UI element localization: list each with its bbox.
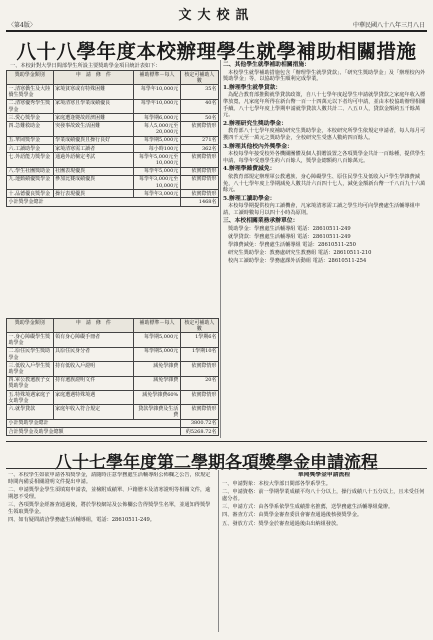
paragraph: 一、本校學生如欲申請各項獎學金，請隨時注意學務處生活輔導組公佈欄之公告，依規定時間內備妥相關證明文件提出申請。 <box>8 472 211 485</box>
table-cell: 突發事故致生活困難 <box>53 122 134 136</box>
column-divider <box>220 60 221 438</box>
table-cell: 家境貧寒或有特殊困難 <box>53 85 134 99</box>
table-cell: 操行表現優異 <box>53 190 134 198</box>
table-cell: 社團表現優異 <box>53 167 134 175</box>
table-cell: 通過外語檢定考試 <box>53 153 134 167</box>
table-cell: 依實際情形 <box>180 167 218 175</box>
section-intro: 本校學生就學補助措施包含「辦理學生就學貸款」、「研究生獎助學金」及「辦理校內外獎助學金」等，以協助學生順利完成學業。 <box>223 69 426 83</box>
table-row <box>7 347 219 361</box>
table-cell: 依實際情形 <box>180 362 218 376</box>
table-cell: 四.軍公教遺族子女獎助學金 <box>7 376 54 390</box>
second-headline: 八十七學年度第二學期各項獎學金申請流程 <box>55 453 378 473</box>
table-row <box>7 333 219 347</box>
bottom-right-title: 華岡獎學金申請流程 <box>297 472 351 478</box>
table-cell: 二.原住民學生獎助學金 <box>7 347 54 361</box>
table-cell: 持有遺族證明文件 <box>53 376 134 390</box>
table-cell: 七.外語能力獎學金 <box>7 153 54 167</box>
table1-header: 核定可補助人數 <box>180 71 218 85</box>
table-cell: 1學期6名 <box>180 333 218 347</box>
table-cell: 依實際情形 <box>180 190 218 198</box>
table-cell: 每學年5,000元至10,000元 <box>134 153 181 167</box>
contact-line: 就學貸款：學務處生活輔導組 電話：28610511-249 <box>228 234 351 241</box>
contact-line: 學雜費減免：學務處生活輔導組 電話：28610511-250 <box>228 242 356 249</box>
table-cell: 貸款學雜費及生活費 <box>134 405 181 419</box>
masthead <box>6 4 427 34</box>
table-cell: 依實際情形 <box>180 175 218 189</box>
table-cell: 每學期5,000元 <box>134 347 181 361</box>
table-cell: 領有身心障礙手冊者 <box>53 333 134 347</box>
table-1 <box>6 70 219 207</box>
contacts-list <box>223 226 428 265</box>
table-cell: 家庭年收入符合規定 <box>53 405 134 419</box>
paragraph: 四、如有疑問請洽學務處生活輔導組，電話：28610511-249。 <box>8 517 155 524</box>
subsection-text: 教育部八十七學年度補助研究生獎助學金，本校研究所學生依規定申請者，每人每月可獲四千元至一萬元之獎助學金，全校研究生受惠人數約四百餘人。 <box>223 128 426 141</box>
table-cell: 六.就學貸款 <box>7 405 54 419</box>
table-row <box>7 167 219 175</box>
section-rule <box>6 468 427 469</box>
table2-total-value: 約5268.72名 <box>180 428 218 436</box>
table-cell: 六.工讀助學金 <box>7 145 54 153</box>
table2-total-label: 合計獎學金及助學金總額 <box>7 428 181 436</box>
table-cell: 五.華岡獎學金 <box>7 136 54 144</box>
subsection-text: 本校每學期提供校內工讀機會，凡家境清寒需工讀之學生均可向學務處生活輔導組申請，工讀時數每月以四十小時為原則。 <box>223 203 420 216</box>
table-cell: 五.特殊境遇家庭子女助學金 <box>7 391 54 405</box>
table-cell: 每學年5,000元 <box>134 167 181 175</box>
table-cell: 1學期10名 <box>180 347 218 361</box>
contact-line: 獎助學金：學務處生活輔導組 電話：28610511-249 <box>228 226 351 233</box>
table-cell: 減免學雜費 <box>134 376 181 390</box>
table-row <box>7 114 219 122</box>
table1-subtotal-value: 1468名 <box>180 198 218 206</box>
section-title: 二、其他學生就學補助相關措施： <box>223 62 310 68</box>
table-cell: 362名 <box>180 145 218 153</box>
table-row <box>7 190 219 198</box>
table-row <box>7 85 219 99</box>
bottom-right-items <box>222 481 426 528</box>
table-row <box>7 145 219 153</box>
bottom-right-article <box>222 472 426 632</box>
table-row <box>7 376 219 390</box>
masthead-title: 文大校訊 <box>178 8 255 23</box>
subsection-title: 2.辦理研究生獎助學金： <box>223 120 288 127</box>
table-cell: 減免學雜費60% <box>134 391 181 405</box>
lead-text: 一、本校針對大學日間部學生所設主要獎助學金項目統計表如下： <box>10 63 161 69</box>
section-rule <box>6 441 427 442</box>
table-row <box>7 362 219 376</box>
subsection-text: 依教育部規定辦理軍公教遺族、身心障礙學生、原住民學生及低收入戶學生學雜費減免，八十七學年度上學期減免人數共計六百四十七人，減免金額新台幣一千八百九十六萬餘元。 <box>223 173 426 194</box>
table-cell: 每學年3,000元至10,000元 <box>134 175 181 189</box>
table-cell: 每學期6,000元 <box>134 114 181 122</box>
contacts-title: 三、本校相關業務承辦單位： <box>223 218 299 225</box>
bottom-left-article <box>8 472 214 632</box>
table-cell: 每學年10,000元 <box>134 85 181 99</box>
table-cell: 一.清寒僑生及大陸僑生獎學金 <box>7 85 54 99</box>
contact-line: 研究生獎助學金：教務處研究生教務組 電話：28610511-210 <box>228 250 372 257</box>
table-cell: 每學年3,000元 <box>134 190 181 198</box>
paragraph: 三、各項獎學金經審查通過後，將於學校網站及公佈欄公告得獎學生名單，並通知得獎學生領取獎學金。 <box>8 502 211 515</box>
paragraph: 二、申請獎學金學生須填寫申請表，並檢附成績單、戶籍謄本及清寒證明等相關文件，逾期恕不受理。 <box>8 487 211 500</box>
table-row <box>7 136 219 144</box>
table1-subtotal-label: 小計獎學金總計 <box>7 198 181 206</box>
table-cell: 十.品德優良獎學金 <box>7 190 54 198</box>
table-cell: 具原住民身分者 <box>53 347 134 361</box>
table2-header: 獎助學金類別 <box>7 319 54 333</box>
table-cell: 減免學雜費 <box>134 362 181 376</box>
table-row <box>7 122 219 136</box>
table-cell: 家庭遭遇特殊境遇 <box>53 391 134 405</box>
table-row <box>7 391 219 405</box>
procedure-item: 五、發放方式：獎學金於審查通過後由出納組發放。 <box>222 520 342 527</box>
procedure-item: 三、申請方式：由各學系依學生成績排名推薦，送學務處生活輔導組彙辦。 <box>222 504 394 511</box>
table-2 <box>6 318 219 436</box>
table-cell: 50名 <box>180 114 218 122</box>
subsection-title: 5.辦理工讀助學金： <box>223 195 276 202</box>
table-cell: 40名 <box>180 99 218 113</box>
table-cell: 一.身心障礙學生獎助學金 <box>7 333 54 347</box>
table-cell: 八.學生社團獎助金 <box>7 167 54 175</box>
table-cell: 學業成績優異且操行良好 <box>53 136 134 144</box>
table2-header: 補助標準－每人 <box>134 319 181 333</box>
table-row <box>7 405 219 419</box>
table-cell: 20名 <box>180 376 218 390</box>
subsection-title: 4.辦理學雜費減免： <box>223 166 276 173</box>
table-cell: 每小時100元 <box>134 145 181 153</box>
table-cell: 每學年10,000元 <box>134 99 181 113</box>
column-divider <box>218 470 219 632</box>
table-cell: 九.運動績優獎學金 <box>7 175 54 189</box>
table-cell: 依實際情形 <box>180 391 218 405</box>
procedure-item: 四、審查方式：由獎學金審查委員會審查通過後核發獎學金。 <box>222 512 363 519</box>
table-cell: 271名 <box>180 136 218 144</box>
issue-label: 〈第4版〉 <box>8 22 36 29</box>
table-cell: 每人5,000元至20,000元 <box>134 122 181 136</box>
table-cell: 四.急難救助金 <box>7 122 54 136</box>
scholarship-table-1 <box>6 70 219 315</box>
scholarship-table-2 <box>6 318 219 440</box>
table2-header: 核定可補助人數 <box>180 319 218 333</box>
subsection-title: 1.辦理學生就學貸款： <box>223 84 282 91</box>
main-headline: 八十八學年度本校辦理學生就學補助相關措施 <box>16 40 417 63</box>
table-cell: 依實際情形 <box>180 153 218 167</box>
subsection-text: 為配合教育部推動就學貸款政策，自八十七學年度起學生申請就學貸款之家庭年收入標準放寬，凡家庭年所得在新台幣一百一十四萬元以下者均可申請，並由本校協助辦理相關手續。八十七學年度上學期申請就學貸款人數共計二、八五０人，貸款金額約五千餘萬元。 <box>223 92 426 119</box>
table-row <box>7 153 219 167</box>
right-column-article <box>223 60 428 435</box>
table2-header: 申 請 條 件 <box>53 319 134 333</box>
table-cell: 依實際情形 <box>180 122 218 136</box>
procedure-item: 一、申請對象：本校大學部日間部各學系學生。 <box>222 480 331 487</box>
subsection-text: 本校每學年接受校外各機關團體及個人捐贈設置之各項獎學金共計一百餘種，提供學生申請，每學年受惠學生約六百餘人，獎學金總額約八百餘萬元。 <box>223 151 426 164</box>
table-row <box>7 99 219 113</box>
table1-header: 補助標準－每人 <box>134 71 181 85</box>
table-cell: 持有低收入戶證明 <box>53 362 134 376</box>
table-cell: 35名 <box>180 85 218 99</box>
table-cell: 三.低收入戶學生獎助學金 <box>7 362 54 376</box>
table1-header: 申 請 條 件 <box>53 71 134 85</box>
contact-line: 校內工讀助學金：學務處課外活動組 電話：28610511-254 <box>228 258 367 265</box>
table-cell: 家境清寒且學業成績優良 <box>53 99 134 113</box>
table-cell: 二.清寒優秀學生獎學金 <box>7 99 54 113</box>
issue-date: 中華民國八十八年三月八日 <box>352 22 425 29</box>
table-cell: 參加比賽成績優異 <box>53 175 134 189</box>
table-cell: 三.愛心獎學金 <box>7 114 54 122</box>
subsection-title: 3.辦理其他校內外獎學金： <box>223 143 293 150</box>
table-cell: 每學期5,000元 <box>134 333 181 347</box>
table-cell: 依實際情形 <box>180 405 218 419</box>
table-cell: 家境清寒需工讀者 <box>53 145 134 153</box>
table1-header: 獎助學金類別 <box>7 71 54 85</box>
table-cell: 家庭遭逢變故經濟困難 <box>53 114 134 122</box>
table2-subtotal-value: 3800.72名 <box>180 419 218 427</box>
table-cell: 每學期5,000元 <box>134 136 181 144</box>
procedure-item: 二、申請資格：前一學期學業成績平均八十分以上，操行成績八十五分以上，且未受任何處分者。 <box>222 489 425 502</box>
masthead-rule <box>6 30 427 32</box>
table2-subtotal-label: 小計獎助學金總計 <box>7 419 181 427</box>
table-row <box>7 175 219 189</box>
